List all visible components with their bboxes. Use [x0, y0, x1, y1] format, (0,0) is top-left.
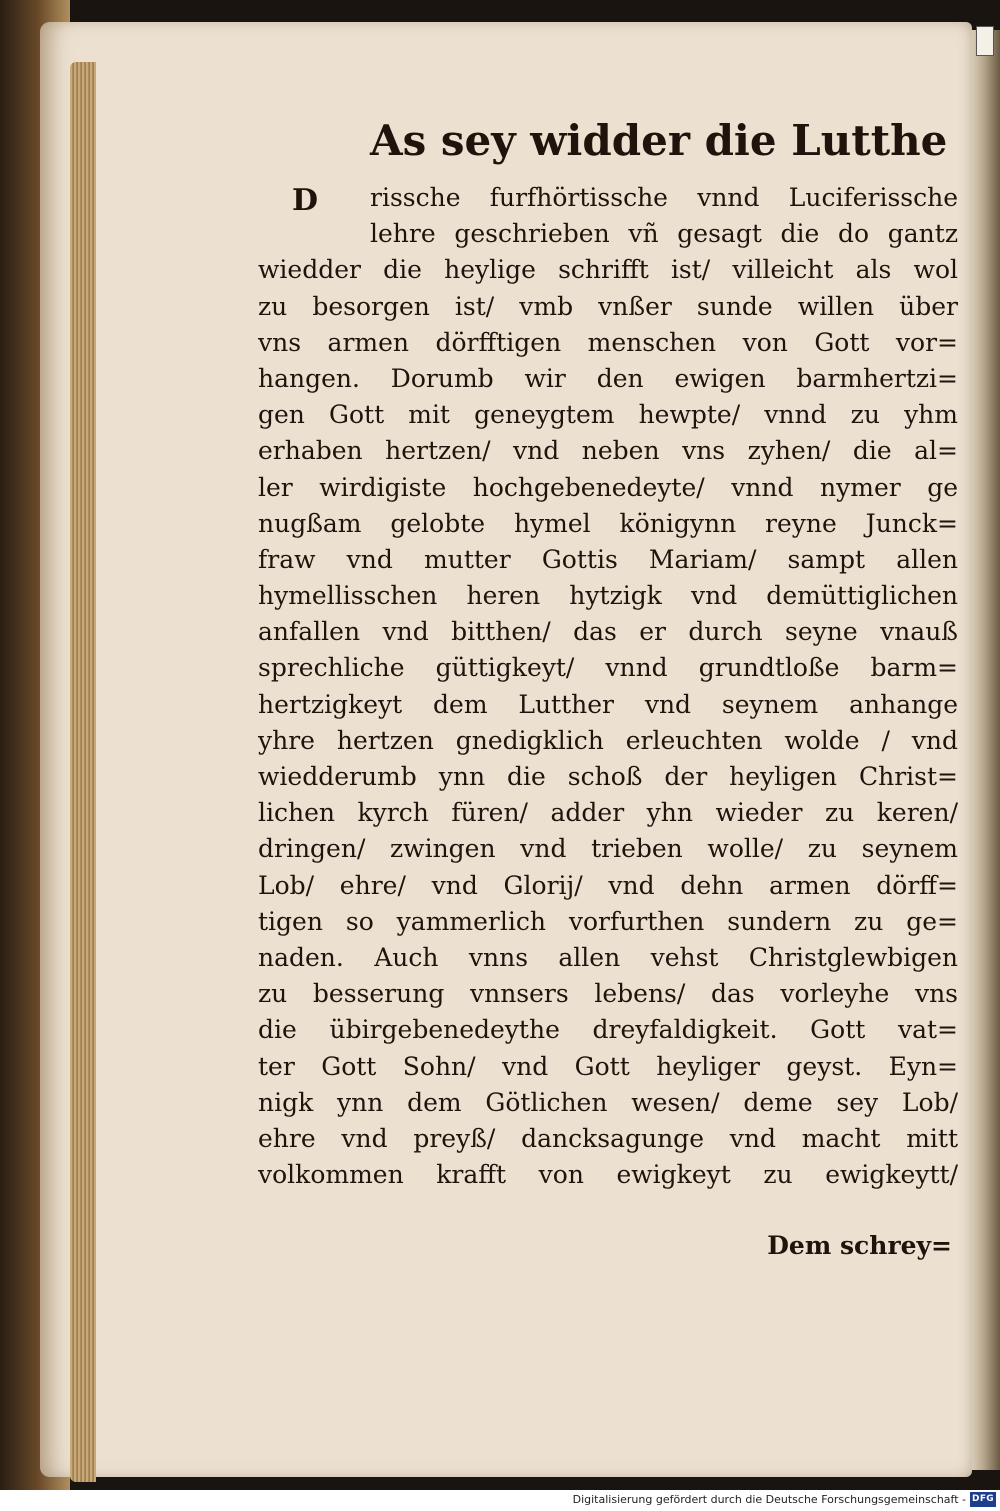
bookmark-slip — [976, 26, 994, 56]
page-heading: As sey widder die Lutthe — [370, 116, 948, 165]
text-line: sprechliche güttigkeyt/ vnnd grundtloße barm= — [258, 653, 958, 683]
text-line: ehre vnd preyß/ dancksagunge vnd macht mitt — [258, 1123, 958, 1153]
text-line: dringen/ zwingen vnd trieben wolle/ zu seynem — [258, 834, 958, 864]
text-line: zu besorgen ist/ vmb vnßer sunde willen über — [258, 291, 958, 321]
text-line: erhaben hertzen/ vnd neben vns zyhen/ die al= — [258, 436, 958, 466]
text-line: rissche furfhörtissche vnnd Luciferissche — [370, 183, 958, 212]
text-line: Lob/ ehre/ vnd Glorij/ vnd dehn armen dörff= — [258, 870, 958, 900]
text-line: zu besserung vnnsers lebens/ das vorleyhe vns — [258, 979, 958, 1009]
text-line: hymellisschen heren hytzigk vnd demüttiglichen — [258, 581, 958, 611]
text-line: naden. Auch vnns allen vehst Christglewbigen — [258, 942, 958, 972]
text-line: ler wirdigiste hochgebenedeyte/ vnnd nymer ge — [258, 472, 958, 502]
text-line: lichen kyrch füren/ adder yhn wieder zu keren/ — [258, 798, 958, 828]
text-line: wiedder die heylige schrifft ist/ villeicht als wol — [258, 255, 958, 285]
drop-initial: D — [292, 183, 319, 218]
text-line: fraw vnd mutter Gottis Mariam/ sampt allen — [258, 544, 958, 574]
text-line: volkommen krafft von ewigkeyt zu ewigkeytt/ — [258, 1160, 958, 1190]
text-line: anfallen vnd bitthen/ das er durch seyne vnauß — [258, 617, 958, 647]
text-line: gen Gott mit geneygtem hewpte/ vnnd zu yhm — [258, 400, 958, 430]
digitization-credit: Digitalisierung gefördert durch die Deutsche Forschungsgemeinschaft - — [572, 1493, 966, 1506]
dfg-logo: DFG — [970, 1492, 996, 1507]
right-page-edge — [972, 30, 1000, 1470]
text-line: tigen so yammerlich vorfurthen sundern zu ge= — [258, 906, 958, 936]
text-line: die übirgebenedeythe dreyfaldigkeit. Gott vat= — [258, 1015, 958, 1045]
text-line: nigk ynn dem Götlichen wesen/ deme sey Lob/ — [258, 1087, 958, 1117]
text-line: ter Gott Sohn/ vnd Gott heyliger geyst. Eyn= — [258, 1051, 958, 1081]
text-line: hertzigkeyt dem Lutther vnd seynem anhange — [258, 689, 958, 719]
text-line: lehre geschrieben vñ gesagt die do gantz — [370, 219, 958, 249]
text-line: yhre hertzen gnedigklich erleuchten wolde / vnd — [258, 725, 958, 755]
body-text — [258, 180, 958, 1193]
text-line: nugßam gelobte hymel königynn reyne Junck= — [258, 508, 958, 538]
text-line: hangen. Dorumb wir den ewigen barmhertzi= — [258, 363, 958, 393]
text-line: vns armen dörfftigen menschen von Gott vor= — [258, 327, 958, 357]
catchword: Dem schrey= — [767, 1231, 952, 1260]
footer-bar — [0, 1490, 1000, 1511]
text-line: wiedderumb ynn die schoß der heyligen Christ= — [258, 762, 958, 791]
page-stack-edge — [70, 62, 96, 1482]
